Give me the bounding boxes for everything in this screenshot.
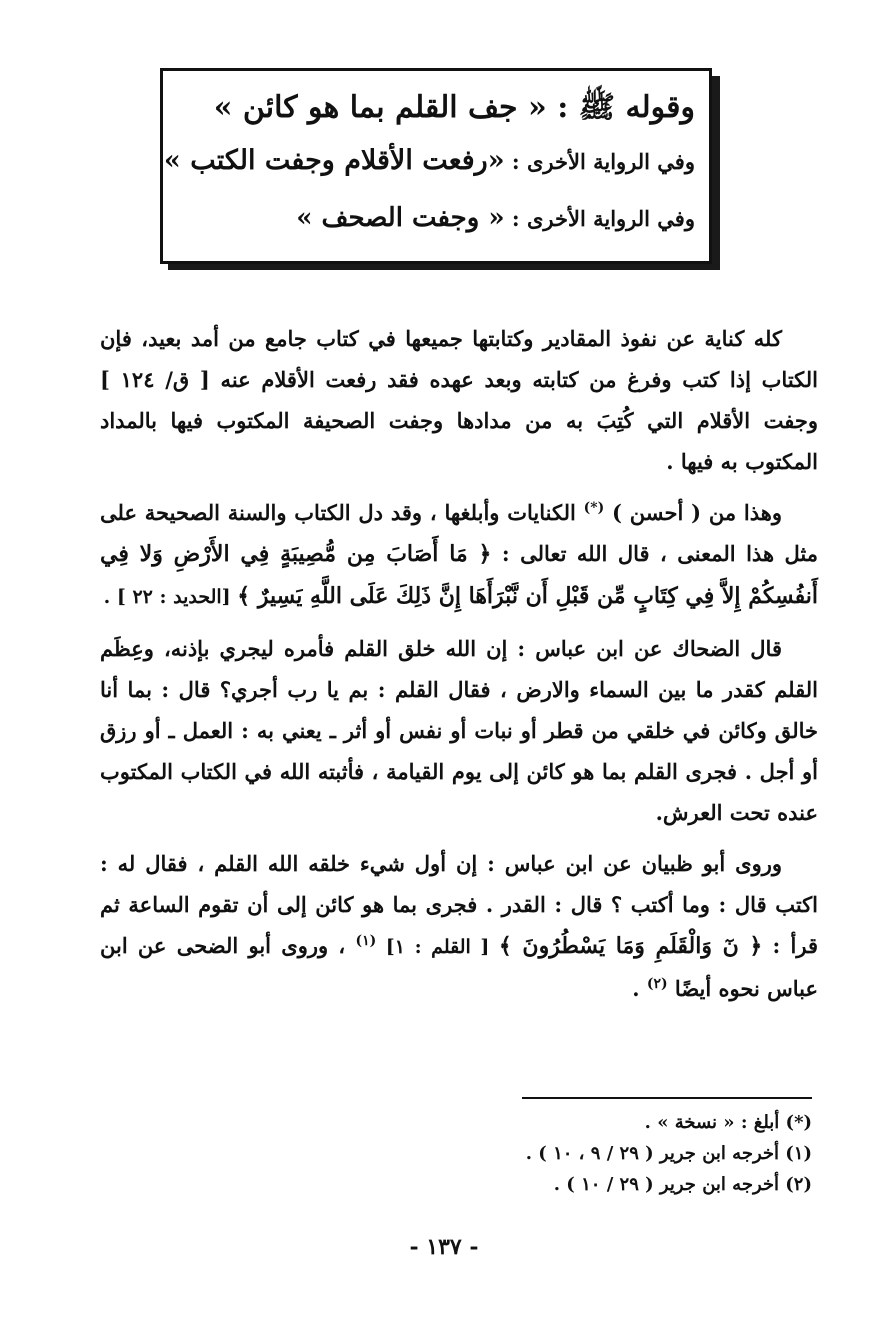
page-number: - ١٣٧ - <box>409 1234 479 1260</box>
heading-line-2 <box>164 145 695 176</box>
paragraph-3: قال الضحاك عن ابن عباس : إن الله خلق القلم فأمره ليجري بإذنه، وعِظَم القلم كقدر ما بين السماء والارض ، فقال القلم : بم يا رب أجري؟ قال : بما أنا خالق وكائن في خلقي من قطر أو نبات أو نفس أو أثر ـ يعني به : العمل ـ أو رزق أو أجل . فجرى القلم بما هو كائن إلى يوم القيامة ، فأثبته الله في الكتاب المكتوب عنده تحت العرش. <box>100 636 818 825</box>
verse-reference-qalam: [ القلم : ١] <box>376 936 499 958</box>
paragraph-2-text-a: وهذا من ( أحسن ) <box>604 500 782 525</box>
paragraph-4 <box>100 843 818 1009</box>
verse-reference-hadid: [الحديد : ٢٢ ] . <box>103 586 238 608</box>
quran-verse-qalam: ﴿ نٓ وَالْقَلَمِ وَمَا يَسْطُرُونَ ﴾ <box>498 933 763 959</box>
footnote-marker-1: (١) <box>355 933 377 949</box>
footnote-divider <box>522 1097 812 1099</box>
paragraph-4-text-b: ، وروى أبو الضحى عن ابن عباس نحوه أيضًا <box>100 933 818 1001</box>
footnotes <box>300 1107 812 1200</box>
body-text <box>100 318 818 1019</box>
heading-line-2-label: وفي الرواية الأخرى : <box>504 149 695 174</box>
heading-box <box>160 68 712 264</box>
heading-line-2-text: «رفعت الأقلام وجفت الكتب » <box>163 145 505 176</box>
footnote-2: (٢) أخرجه ابن جرير ( ٢٩ / ١٠ ) . <box>553 1174 812 1195</box>
paragraph-2-text-b: الكنايات وأبلغها ، وقد دل الكتاب والسنة الصحيحة على مثل هذا المعنى ، قال الله تعالى : <box>100 500 818 566</box>
paragraph-4-text-a: وروى أبو ظبيان عن ابن عباس : إن أول شيء خلقه الله القلم ، فقال له : اكتب قال : وما أكتب ؟ قال : القدر . فجرى بما هو كائن إلى أن تقوم الساعة ثم قرأ : <box>100 851 818 958</box>
footnote-marker-2: (٢) <box>646 976 668 992</box>
paragraph-4-end: . <box>632 976 647 1001</box>
boxed-heading <box>160 68 718 268</box>
quran-verse-hadid: ﴿ مَا أَصَابَ مِن مُّصِيبَةٍ فِي الأَرْضِ وَلا فِي أَنفُسِكُمْ إِلاَّ فِي كِتَابٍ مِّن قَبْلِ أَن نَّبْرَأَهَا إِنَّ ذَلِكَ عَلَى اللَّهِ يَسِيرٌ ﴾ <box>100 541 818 609</box>
paragraph-1: كله كناية عن نفوذ المقادير وكتابتها جميعها في كتاب جامع من أمد بعيد، فإن الكتاب إذا كتب وفرغ من كتابته وبعد عهده فقد رفعت الأقلام عنه [ ق/ ١٢٤ ] وجفت الأقلام التي كُتِبَ به من مدادها وجفت الصحيفة المكتوب فيها بالمداد المكتوب به فيها . <box>100 326 818 474</box>
footnote-star: (*) أبلغ : « نسخة » . <box>644 1112 812 1133</box>
heading-line-3-label: وفي الرواية الأخرى : <box>504 206 695 231</box>
heading-line-3 <box>296 203 695 233</box>
paragraph-2 <box>100 492 818 618</box>
footnote-marker-star: (*) <box>583 500 605 516</box>
heading-line-3-text: « وجفت الصحف » <box>296 203 505 233</box>
heading-line-1: وقوله ﷺ : « جف القلم بما هو كائن » <box>213 90 695 125</box>
footnote-1: (١) أخرجه ابن جرير ( ٢٩ / ٩ ، ١٠ ) . <box>525 1143 812 1164</box>
